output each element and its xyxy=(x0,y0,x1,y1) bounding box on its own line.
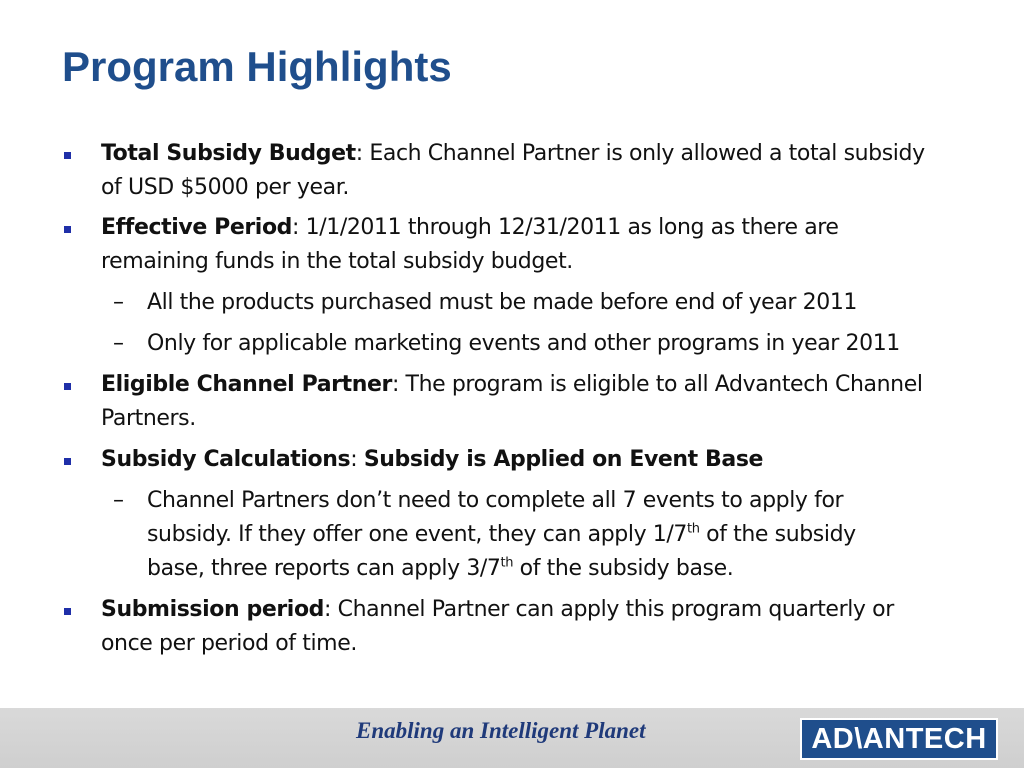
dash-marker: – xyxy=(113,331,124,356)
bullet-marker xyxy=(64,383,71,390)
bullet-2-sub-1: All the products purchased must be made before end of year 2011 xyxy=(147,290,858,315)
bullet-4-sub-line-3 xyxy=(147,552,733,586)
advantech-logo: AD\ANTECH xyxy=(800,718,998,760)
superscript: th xyxy=(687,521,700,537)
bullet-4-label-2: Subsidy is Applied on Event Base xyxy=(363,447,764,472)
slide-title: Program Highlights xyxy=(62,43,452,90)
bullet-4-sub-line-1: Channel Partners don’t need to complete all 7 events to apply for xyxy=(147,488,844,513)
bullet-marker xyxy=(64,458,71,465)
bullet-5-text: : Channel Partner can apply this program quarterly or xyxy=(324,597,894,622)
bullet-4-line-1 xyxy=(101,443,763,477)
bullet-2-line-2: remaining funds in the total subsidy budget. xyxy=(101,249,573,274)
bullet-marker xyxy=(64,226,71,233)
bullet-marker xyxy=(64,152,71,159)
bullet-2-line-1 xyxy=(101,211,839,245)
sub-text: of the subsidy base. xyxy=(513,556,734,581)
bullet-3-label: Eligible Channel Partner xyxy=(101,372,392,397)
bullet-5-line-2: once per period of time. xyxy=(101,631,357,656)
sub-text: of the subsidy xyxy=(699,522,856,547)
bullet-4-label: Subsidy Calculations xyxy=(101,447,351,472)
bullet-2-text: : 1/1/2011 through 12/31/2011 as long as there are xyxy=(292,215,839,240)
bullet-5-label: Submission period xyxy=(101,597,325,622)
bullet-1-text: : Each Channel Partner is only allowed a total subsidy xyxy=(355,141,925,166)
sub-text: base, three reports can apply 3/7 xyxy=(147,556,501,581)
superscript: th xyxy=(500,555,514,571)
footer-tagline: Enabling an Intelligent Planet xyxy=(356,718,646,743)
bullet-marker xyxy=(64,608,71,615)
sub-text: subsidy. If they offer one event, they can apply 1/7 xyxy=(147,522,687,547)
dash-marker: – xyxy=(113,290,124,315)
bullet-2-sub-2: Only for applicable marketing events and other programs in year 2011 xyxy=(147,331,900,356)
bullet-1-label: Total Subsidy Budget xyxy=(101,141,356,166)
bullet-1-line-2: of USD $5000 per year. xyxy=(101,175,349,200)
bullet-2-label: Effective Period xyxy=(101,215,293,240)
bullet-1-line-1 xyxy=(101,137,925,171)
bullet-3-text: : The program is eligible to all Advantech Channel xyxy=(391,372,923,397)
bullet-3-line-1 xyxy=(101,368,923,402)
dash-marker: – xyxy=(113,488,124,513)
bullet-4-sub-line-2 xyxy=(147,518,856,552)
bullet-5-line-1 xyxy=(101,593,894,627)
bullet-4-sep: : xyxy=(350,447,364,472)
bullet-3-line-2: Partners. xyxy=(101,406,196,431)
